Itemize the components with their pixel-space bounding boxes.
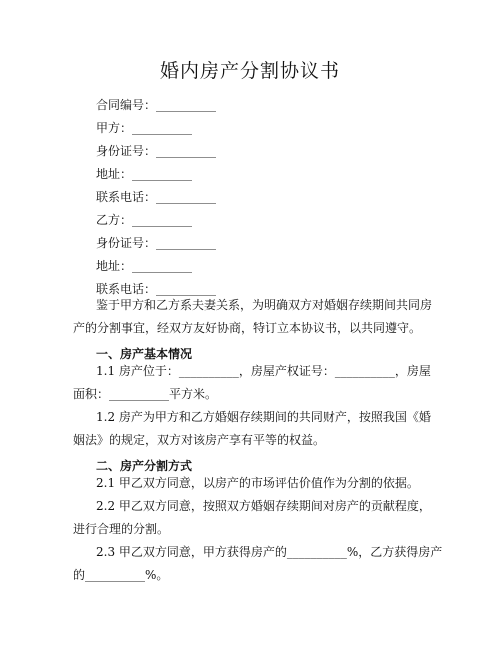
field-party-a: 甲方：__________ bbox=[96, 121, 193, 135]
clause-line: 的__________%。 bbox=[73, 568, 169, 582]
field-party-b-id: 身份证号：__________ bbox=[96, 236, 217, 250]
field-party-a-id: 身份证号：__________ bbox=[96, 144, 217, 158]
document-title: 婚内房产分割协议书 bbox=[159, 60, 340, 82]
clause-1-2 bbox=[73, 406, 429, 452]
clause-line: 2.2 甲乙双方同意，按照双方婚姻存续期间对房产的贡献程度， bbox=[96, 499, 431, 513]
clause-line: 面积：__________平方米。 bbox=[73, 387, 218, 401]
clause-line: 1.2 房产为甲方和乙方婚姻存续期间的共同财产，按照我国《婚 bbox=[96, 410, 431, 424]
field-contract-number: 合同编号：__________ bbox=[96, 98, 217, 112]
clause-2-1 bbox=[73, 472, 429, 495]
field-party-b-phone: 联系电话：__________ bbox=[96, 282, 217, 296]
clause-line: 1.1 房产位于：__________，房屋产权证号：__________，房屋 bbox=[96, 364, 431, 378]
intro-paragraph bbox=[73, 294, 433, 340]
intro-line: 鉴于甲方和乙方系夫妻关系，为明确双方对婚姻存续期间共同房 bbox=[96, 298, 433, 312]
section-heading-property-info: 一、房产基本情况 bbox=[96, 347, 193, 361]
clause-line: 2.1 甲乙双方同意，以房产的市场评估价值作为分割的依据。 bbox=[96, 476, 419, 490]
intro-line: 产的分割事宜，经双方友好协商，特订立本协议书，以共同遵守。 bbox=[73, 321, 422, 335]
section-heading-division-method: 二、房产分割方式 bbox=[96, 459, 193, 473]
clause-line: 进行合理的分割。 bbox=[73, 522, 170, 536]
field-party-a-address: 地址：__________ bbox=[96, 167, 193, 181]
clause-2-3 bbox=[73, 541, 443, 587]
clause-line: 姻法》的规定，双方对该房产享有平等的权益。 bbox=[73, 433, 326, 447]
field-party-b-address: 地址：__________ bbox=[96, 259, 193, 273]
field-party-a-phone: 联系电话：__________ bbox=[96, 190, 217, 204]
clause-line: 2.3 甲乙双方同意，甲方获得房产的__________%，乙方获得房产 bbox=[96, 545, 443, 559]
field-party-b: 乙方：__________ bbox=[96, 213, 193, 227]
clause-2-2 bbox=[73, 495, 429, 541]
clause-1-1 bbox=[73, 360, 429, 406]
